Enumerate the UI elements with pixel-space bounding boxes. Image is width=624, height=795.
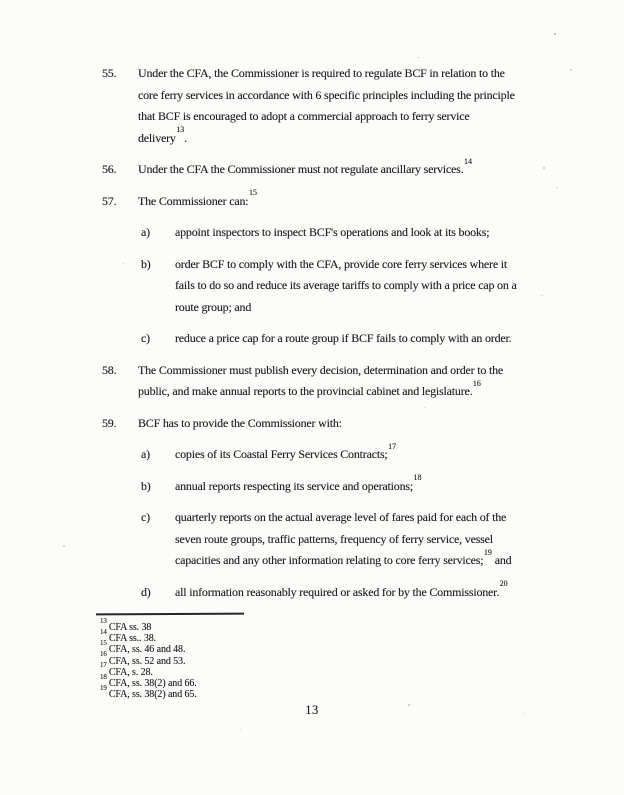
text-segment: all information reasonably required or asked for by the Commissioner. xyxy=(175,584,500,599)
footnote-ref: 14 xyxy=(463,156,472,166)
text-line xyxy=(175,579,554,604)
list-item-letter: c) xyxy=(141,510,150,524)
text-segment: The Commissioner can: xyxy=(138,193,249,208)
text-segment: annual reports respecting its service and operations; xyxy=(175,478,413,493)
footnote-marker: 19 xyxy=(100,683,107,692)
list-item-text xyxy=(175,507,554,572)
text-segment: capacities and any other information relating to core ferry services; xyxy=(175,553,484,567)
paragraph-number: 56. xyxy=(102,162,117,176)
page-number: 13 xyxy=(305,703,319,717)
text-line xyxy=(175,275,554,297)
list-item-letter: b) xyxy=(141,478,151,493)
paragraph-text xyxy=(138,63,554,149)
text-segment: core ferry services in accordance with 6 specific principles including the principle xyxy=(138,87,515,102)
footnote-text: CFA, ss. 38(2) and 66. xyxy=(108,677,197,689)
text-segment: order BCF to comply with the CFA, provide core ferry services where it xyxy=(175,256,508,271)
scan-speck xyxy=(556,187,558,188)
scan-speck xyxy=(554,33,556,35)
list-item-text xyxy=(175,473,554,498)
text-line xyxy=(138,413,554,435)
list-item-letter: d) xyxy=(141,584,151,599)
text-line xyxy=(138,378,554,403)
text-line xyxy=(138,156,554,181)
text-line xyxy=(175,547,554,572)
text-line xyxy=(175,441,554,466)
list-item xyxy=(141,473,554,498)
list-item-letter: c) xyxy=(141,331,150,345)
footnote-text: CFA, ss. 38(2) and 65. xyxy=(108,689,197,701)
paragraph-number: 55. xyxy=(102,66,117,80)
footnote-text: CFA, s. 28. xyxy=(108,666,153,678)
text-line xyxy=(175,529,554,551)
list-item xyxy=(141,254,554,319)
footnote-ref: 19 xyxy=(483,547,492,557)
text-segment: public, and make annual reports to the provincial cabinet and legislature. xyxy=(138,384,473,398)
text-segment: copies of its Coastal Ferry Services Contracts; xyxy=(175,447,388,461)
text-segment: that BCF is encouraged to adopt a commercial approach to ferry service xyxy=(138,109,470,123)
footnote-marker: 13 xyxy=(100,616,107,625)
footnote-list xyxy=(100,616,554,701)
footnote-ref: 15 xyxy=(248,188,257,197)
list-item-text xyxy=(175,328,554,350)
scan-speck xyxy=(417,57,419,58)
paragraph-list xyxy=(102,63,554,603)
text-segment: . xyxy=(184,130,188,145)
text-segment: Under the CFA the Commissioner must not regulate ancillary services. xyxy=(138,162,464,176)
list-item xyxy=(141,441,554,466)
footnote xyxy=(100,616,554,633)
text-segment: route group; and xyxy=(175,299,252,314)
text-segment: and xyxy=(491,553,512,567)
document-body xyxy=(102,63,554,700)
text-line xyxy=(175,254,554,276)
footnote-text: CFA ss.. 38. xyxy=(108,633,157,645)
list-item xyxy=(141,222,554,244)
text-line xyxy=(175,297,554,319)
text-line xyxy=(175,222,554,244)
scan-speck xyxy=(541,295,543,296)
footnote-ref: 17 xyxy=(388,441,397,451)
footnote-text: CFA, ss. 46 and 48. xyxy=(108,644,186,656)
text-line xyxy=(138,63,554,85)
text-segment: The Commissioner must publish every decision, determination and order to the xyxy=(138,362,504,377)
list-item-text xyxy=(175,222,554,244)
footnote-marker: 18 xyxy=(100,672,107,681)
list-item xyxy=(141,328,554,350)
text-segment: appoint inspectors to inspect BCF's operations and look at its books; xyxy=(175,225,490,239)
paragraph xyxy=(102,63,554,149)
scan-speck xyxy=(424,407,426,408)
scan-speck xyxy=(543,167,545,169)
footnote-ref: 16 xyxy=(472,378,481,388)
footnote-ref: 18 xyxy=(413,473,422,482)
text-line xyxy=(175,473,554,498)
scan-speck xyxy=(122,263,124,264)
footnote-marker: 14 xyxy=(100,627,107,636)
footnote-ref: 20 xyxy=(499,579,508,588)
scan-speck xyxy=(570,69,572,71)
paragraph xyxy=(102,413,554,435)
text-line xyxy=(175,328,554,350)
scan-speck xyxy=(240,729,242,730)
text-line xyxy=(138,125,554,150)
footnote xyxy=(100,627,554,645)
list-item xyxy=(141,507,554,572)
footnote-text: CFA, ss. 52 and 53. xyxy=(108,655,186,667)
paragraph-number: 58. xyxy=(102,362,117,377)
footnote-marker: 15 xyxy=(100,639,107,648)
footnote-marker: 16 xyxy=(100,650,107,659)
list-item-letter: a) xyxy=(141,225,150,239)
paragraph-text xyxy=(138,413,554,435)
list-item-text xyxy=(175,579,554,604)
footnote-separator-rule xyxy=(96,613,244,616)
list-item-letter: a) xyxy=(141,447,150,461)
scan-speck xyxy=(63,545,65,547)
paragraph-number: 59. xyxy=(102,415,117,430)
paragraph-text xyxy=(138,188,554,213)
text-segment: delivery xyxy=(138,130,176,145)
footnote-marker: 17 xyxy=(100,661,107,670)
text-segment: Under the CFA, the Commissioner is required to regulate BCF in relation to the xyxy=(138,66,505,80)
paragraph-text xyxy=(138,360,554,403)
paragraph xyxy=(102,156,554,181)
scan-speck xyxy=(408,704,410,706)
text-line xyxy=(138,85,554,107)
list-item-text xyxy=(175,441,554,466)
text-line xyxy=(138,188,554,213)
text-line xyxy=(138,360,554,382)
list-item xyxy=(141,579,554,604)
scan-speck xyxy=(523,713,525,714)
text-line xyxy=(138,106,554,128)
text-segment: quarterly reports on the actual average level of fares paid for each of the xyxy=(175,510,507,524)
paragraph xyxy=(102,360,554,403)
list-item-letter: b) xyxy=(141,256,151,271)
footnote-text: CFA ss. 38 xyxy=(108,622,152,633)
paragraph-text xyxy=(138,156,554,181)
paragraph-number: 57. xyxy=(102,193,117,208)
list-item-text xyxy=(175,254,554,319)
text-segment: BCF has to provide the Commissioner with: xyxy=(138,415,342,430)
text-segment: reduce a price cap for a route group if BCF fails to comply with an order. xyxy=(175,331,512,345)
text-segment: fails to do so and reduce its average tariffs to comply with a price cap on a xyxy=(175,278,517,292)
paragraph xyxy=(102,188,554,213)
text-segment: seven route groups, traffic patterns, frequency of ferry service, vessel xyxy=(175,531,493,546)
text-line xyxy=(175,507,554,529)
footnote-ref: 13 xyxy=(176,125,185,134)
